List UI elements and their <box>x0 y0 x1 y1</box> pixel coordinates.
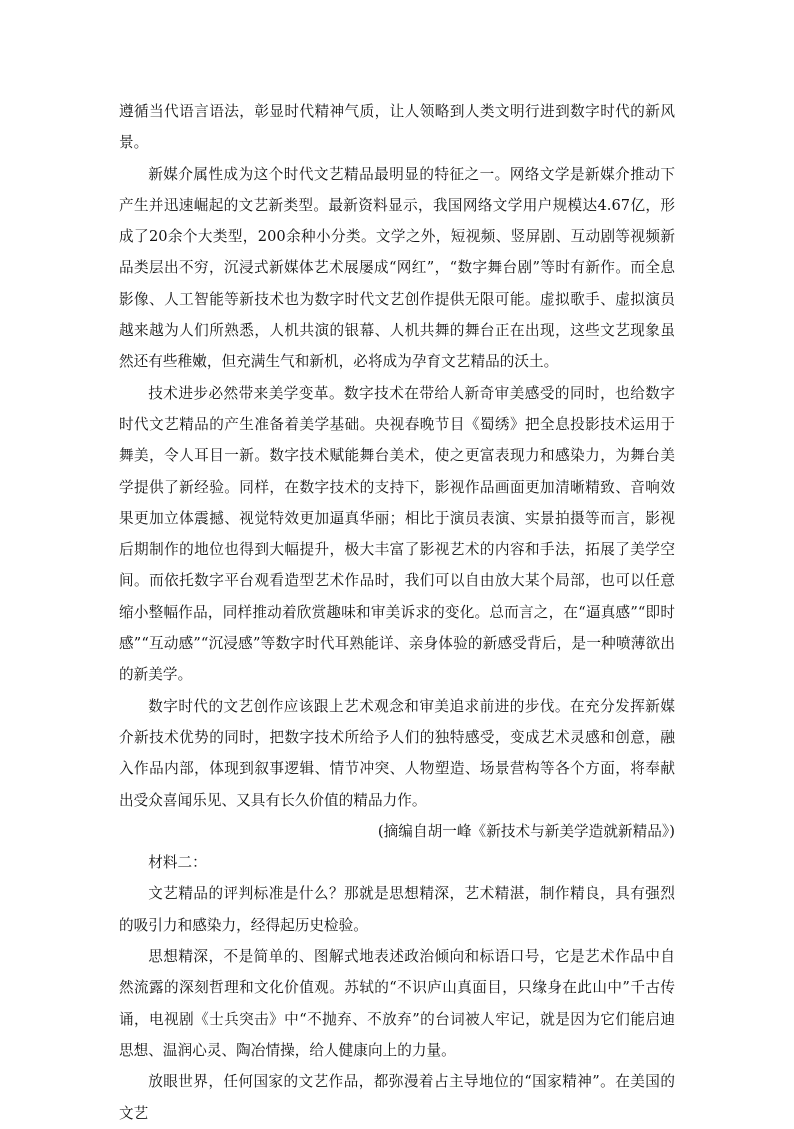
paragraph-deep-thought: 思想精深，不是简单的、图解式地表述政治倾向和标语口号，它是艺术作品中自然流露的深刻哲理和文化价值观。苏轼的“不识庐山真面目，只缘身在此山中”千古传诵，电视剧《士兵突击》中“不抛弃、不放弃”的台词被人牢记，就是因为它们能启迪思想、温润心灵、陶冶情操，给人健康向上的力量。 <box>119 948 675 1059</box>
paragraph-new-media: 新媒介属性成为这个时代文艺精品最明显的特征之一。网络文学是新媒介推动下产生并迅速崛起的文艺新类型。最新资料显示，我国网络文学用户规模达4.67亿，形成了20余个大类型，200余种小分类。文学之外，短视频、竖屏剧、互动剧等视频新品类层出不穷，沉浸式新媒体艺术展屡成“网红”，“数字舞台剧”等时有新作。而全息影像、人工智能等新技术也为数字时代文艺创作提供无限可能。虚拟歌手、虚拟演员越来越为人们所熟悉，人机共演的银幕、人机共舞的舞台正在出现，这些文艺现象虽然还有些稚嫩，但充满生气和新机，必将成为孕育文艺精品的沃土。 <box>119 165 675 371</box>
document-page <box>119 96 675 1129</box>
paragraph-criteria: 文艺精品的评判标准是什么？那就是思想精深，艺术精湛，制作精良，具有强烈的吸引力和感染力，经得起历史检验。 <box>119 885 675 934</box>
source-attribution: (摘编自胡一峰《新技术与新美学造就新精品》) <box>377 822 675 840</box>
paragraph-tech-aesthetics: 技术进步必然带来美学变革。数字技术在带给人新奇审美感受的同时，也给数字时代文艺精品的产生准备着美学基础。央视春晚节目《蜀绣》把全息投影技术运用于舞美，令人耳目一新。数字技术赋能舞台美术，使之更富表现力和感染力，为舞台美学提供了新经验。同样，在数字技术的支持下，影视作品画面更加清晰精致、音响效果更加立体震撼、视觉特效更加逼真华丽；相比于演员表演、实景拍摄等而言，影视后期制作的地位也得到大幅提升，极大丰富了影视艺术的内容和手法，拓展了美学空间。而依托数字平台观看造型艺术作品时，我们可以自由放大某个局部，也可以任意缩小整幅作品，同样推动着欣赏趣味和审美诉求的变化。总而言之，在“逼真感”“即时感”“互动感”“沉浸感”等数字时代耳熟能详、亲身体验的新感受背后，是一种喷薄欲出的新美学。 <box>119 384 675 684</box>
paragraph-digital-creation: 数字时代的文艺创作应该跟上艺术观念和审美追求前进的步伐。在充分发挥新媒介新技术优势的同时，把数字技术所给予人们的独特感受，变成艺术灵感和创意，融入作品内部，体现到叙事逻辑、情节冲突、人物塑造、场景营构等各个方面，将奉献出受众喜闻乐见、又具有长久价值的精品力作。 <box>119 697 675 809</box>
paragraph-national-spirit: 放眼世界，任何国家的文艺作品，都弥漫着占主导地位的“国家精神”。在美国的文艺 <box>119 1073 675 1122</box>
paragraph-continued: 遵循当代语言语法，彰显时代精神气质，让人领略到人类文明行进到数字时代的新风景。 <box>119 103 675 152</box>
section-heading-material-two: 材料二： <box>148 854 207 872</box>
